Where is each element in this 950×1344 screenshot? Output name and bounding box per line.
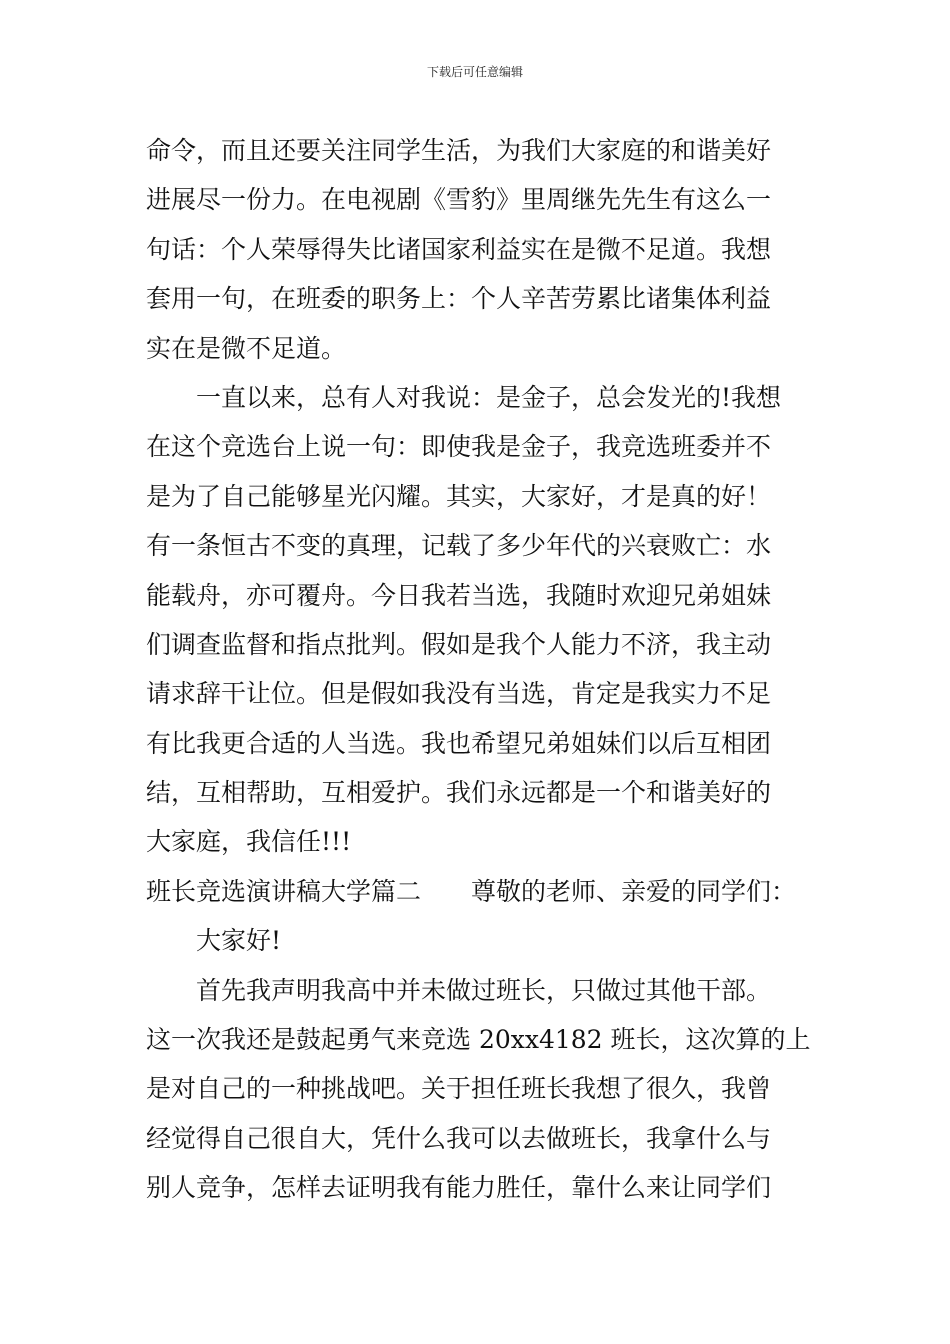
text-line: 能载舟，亦可覆舟。今日我若当选，我随时欢迎兄弟姐妹: [146, 580, 772, 610]
document-body: [146, 126, 810, 1213]
paragraph-start-line: 一直以来，总有人对我说：是金子，总会发光的!我想: [196, 382, 782, 412]
text-line: 经觉得自己很自大，凭什么我可以去做班长，我拿什么与: [146, 1123, 772, 1153]
text-line: 命令，而且还要关注同学生活，为我们大家庭的和谐美好: [146, 136, 772, 165]
text-line: 实在是微不足道。: [146, 333, 347, 363]
text-line: 句话：个人荣辱得失比诸国家利益实在是微不足道。我想: [146, 234, 772, 264]
greeting-line: 大家好!: [196, 926, 282, 956]
text-line: 大家庭，我信任!!!: [146, 827, 352, 857]
text-line: 这一次我还是鼓起勇气来竞选 20xx4182 班长，这次算的上: [146, 1025, 811, 1055]
text-line: 套用一句，在班委的职务上：个人辛苦劳累比诸集体利益: [146, 284, 772, 314]
text-line: 请求辞干让位。但是假如我没有当选，肯定是我实力不足: [146, 679, 772, 709]
text-line: 在这个竞选台上说一句：即使我是金子，我竞选班委并不: [146, 432, 772, 462]
section-heading-line: 班长竞选演讲稿大学篇二 尊敬的老师、亲爱的同学们：: [146, 876, 797, 906]
text-line: 有一条恒古不变的真理，记载了多少年代的兴衰败亡：水: [146, 531, 772, 561]
page-header: 下载后可任意编辑: [426, 65, 523, 79]
text-line: 别人竞争，怎样去证明我有能力胜任，靠什么来让同学们: [146, 1173, 772, 1203]
text-line: 是对自己的一种挑战吧。关于担任班长我想了很久，我曾: [146, 1074, 772, 1104]
text-line: 是为了自己能够星光闪耀。其实，大家好，才是真的好！: [146, 481, 772, 511]
text-line: 有比我更合适的人当选。我也希望兄弟姐妹们以后互相团: [146, 728, 772, 758]
text-line: 进展尽一份力。在电视剧《雪豹》里周继先先生有这么一: [146, 185, 772, 215]
text-line: 们调查监督和指点批判。假如是我个人能力不济，我主动: [146, 629, 772, 659]
paragraph-start-line: 首先我声明我高中并未做过班长，只做过其他干部。: [196, 975, 772, 1005]
text-line: 结，互相帮助，互相爱护。我们永远都是一个和谐美好的: [146, 778, 772, 808]
